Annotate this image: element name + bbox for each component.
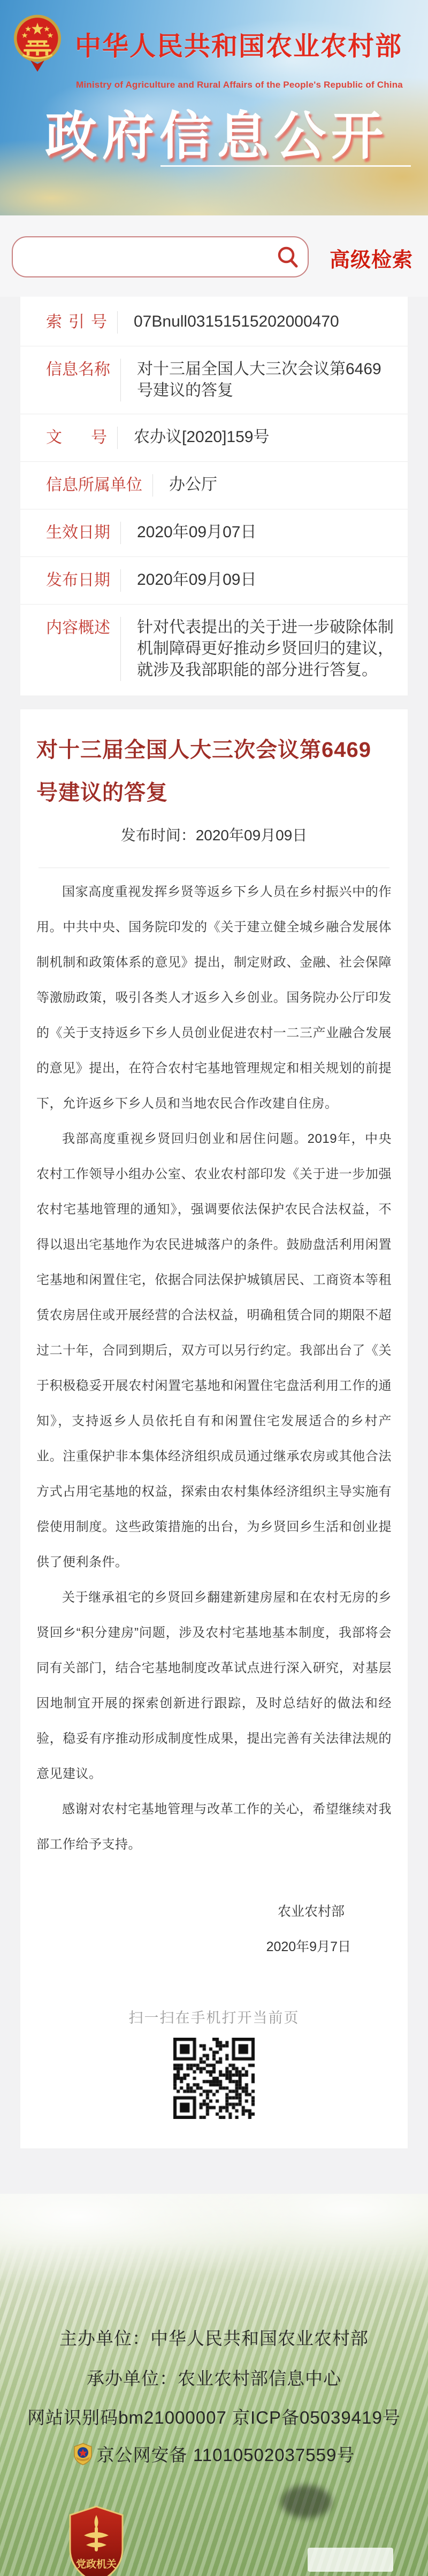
meta-value: 农办议[2020]159号: [134, 428, 270, 446]
advanced-search-link[interactable]: 高级检索: [330, 249, 414, 272]
meta-label: 内容概述: [46, 619, 110, 637]
meta-divider: [117, 311, 118, 334]
meta-row-info-name: [20, 346, 408, 414]
footer-host: 主办单位：中华人民共和国农业农村部: [59, 2329, 369, 2348]
paragraph: 关于继承祖宅的乡贤回乡翻建新建房屋和在农村无房的乡贤回乡“积分建房”问题，涉及农村宅基地基本制度，我部将会同有关部门，结合宅基地制度改革试点进行深入研究，对基层因地制宜开展的探索创新进行跟踪，及时总结好的做法和经验，稳妥有序推动形成制度性成果，提出完善有关法律法规的意见建议。: [36, 1590, 392, 1781]
meta-row-effective-date: [20, 509, 408, 556]
paragraph: 国家高度重视发挥乡贤等返乡下乡人员在乡村振兴中的作用。中共中央、国务院印发的《关于建立健全城乡融合发展体制机制和政策体系的意见》提出，制定财政、金融、社会保障等激励政策，吸引各类人才返乡入乡创业。国务院办公厅印发的《关于支持返乡下乡人员创业促进农村一二三产业融合发展的意见》提出，在符合农村宅基地管理规定和相关规划的前提下，允许返乡下乡人员和当地农民合作改建自住房。: [36, 885, 392, 1111]
signature-name: 农业农村部: [277, 1904, 345, 1919]
meta-row-unit: [20, 461, 408, 509]
publish-time: 发布时间：2020年09月09日: [120, 827, 308, 844]
floating-panel[interactable]: [308, 2548, 393, 2572]
article-body: [36, 875, 392, 1862]
meta-row-doc-no: [20, 414, 408, 461]
meta-row-summary: [20, 604, 408, 693]
qr-code: [173, 2038, 255, 2119]
org-shield-label: 党政机关: [75, 2559, 117, 2570]
police-badge-icon: [73, 2443, 93, 2465]
footer-organizer: 承办单位：农业农村部信息中心: [87, 2369, 341, 2388]
meta-divider: [120, 359, 121, 401]
signature-date: 2020年9月7日: [266, 1939, 351, 1954]
footer-site-code: 网站识别码bm21000007 京ICP备05039419号: [27, 2408, 401, 2427]
meta-divider: [120, 569, 121, 592]
footer-police-record[interactable]: [0, 2441, 428, 2466]
page-title: 政府信息公开: [45, 107, 388, 165]
meta-label: 信息所属单位: [46, 476, 142, 494]
meta-label: 生效日期: [46, 524, 110, 541]
header-banner: [0, 0, 428, 215]
meta-label: 索引号: [46, 313, 107, 331]
meta-divider: [120, 617, 121, 681]
police-record-text: 京公网安备 11010502037559号: [96, 2445, 355, 2465]
paragraph: 我部高度重视乡贤回归创业和居住问题。2019年，中央农村工作领导小组办公室、农业农村部印发《关于进一步加强农村宅基地管理的通知》，强调要依法保护农民合法权益，不得以退出宅基地作为农民进城落户的条件。鼓励盘活利用闲置宅基地和闲置住宅，依据合同法保护城镇居民、工商资本等租赁农房居住或开展经营的合法权益，明确租赁合同的期限不超过二十年，合同到期后，双方可以另行约定。我部出台了《关于积极稳妥开展农村闲置宅基地和闲置住宅盘活利用工作的通知》，支持返乡人员依托自有和闲置住宅发展适合的乡村产业。注重保护非本集体经济组织成员通过继承农房或其他合法方式占用宅基地的权益，探索由农村集体经济组织主导实施有偿使用制度。这些政策措施的出台，为乡贤回乡生活和创业提供了便利条件。: [36, 1132, 392, 1569]
meta-divider: [120, 522, 121, 544]
meta-value: 2020年09月07日: [137, 523, 257, 541]
search-input[interactable]: [25, 242, 276, 273]
meta-row-publish-date: [20, 556, 408, 604]
document-meta-table: [20, 297, 408, 695]
meta-value: 办公厅: [169, 476, 217, 493]
banner-underline: [160, 165, 411, 167]
article-card: [20, 709, 408, 2148]
meta-label: 信息名称: [46, 361, 110, 378]
paragraph: 感谢对农村宅基地管理与改革工作的关心，希望继续对我部工作给予支持。: [36, 1802, 392, 1852]
meta-value: 07Bnull03151515202000470: [134, 313, 339, 330]
national-emblem-icon: [13, 13, 62, 73]
meta-label: 发布日期: [46, 571, 110, 589]
field-object: [281, 2485, 332, 2518]
meta-value: 2020年09月09日: [137, 571, 257, 589]
meta-label: 文号: [46, 429, 107, 446]
page-footer: [0, 2194, 428, 2576]
article-title: 对十三届全国人大三次会议第6469号建议的答复: [36, 738, 371, 804]
search-icon: [276, 245, 300, 269]
search-section: [0, 215, 428, 297]
party-gov-shield-icon[interactable]: [68, 2505, 125, 2576]
meta-divider: [117, 427, 118, 449]
meta-value: 对十三届全国人大三次会议第6469号建议的答复: [137, 360, 381, 399]
search-button[interactable]: [276, 245, 300, 269]
meta-value: 针对代表提出的关于进一步破除体制机制障碍更好推动乡贤回归的建议，就涉及我部职能的部分进行答复。: [137, 618, 394, 679]
meta-divider: [152, 474, 153, 497]
search-box[interactable]: [12, 236, 309, 277]
ministry-title: 中华人民共和国农业农村部: [75, 32, 403, 61]
qr-scan-tip: 扫一扫在手机打开当前页: [128, 2010, 300, 2026]
meta-row-index-no: [20, 299, 408, 346]
ministry-title-en: Ministry of Agriculture and Rural Affairs of the People's Republic of China: [76, 80, 403, 90]
